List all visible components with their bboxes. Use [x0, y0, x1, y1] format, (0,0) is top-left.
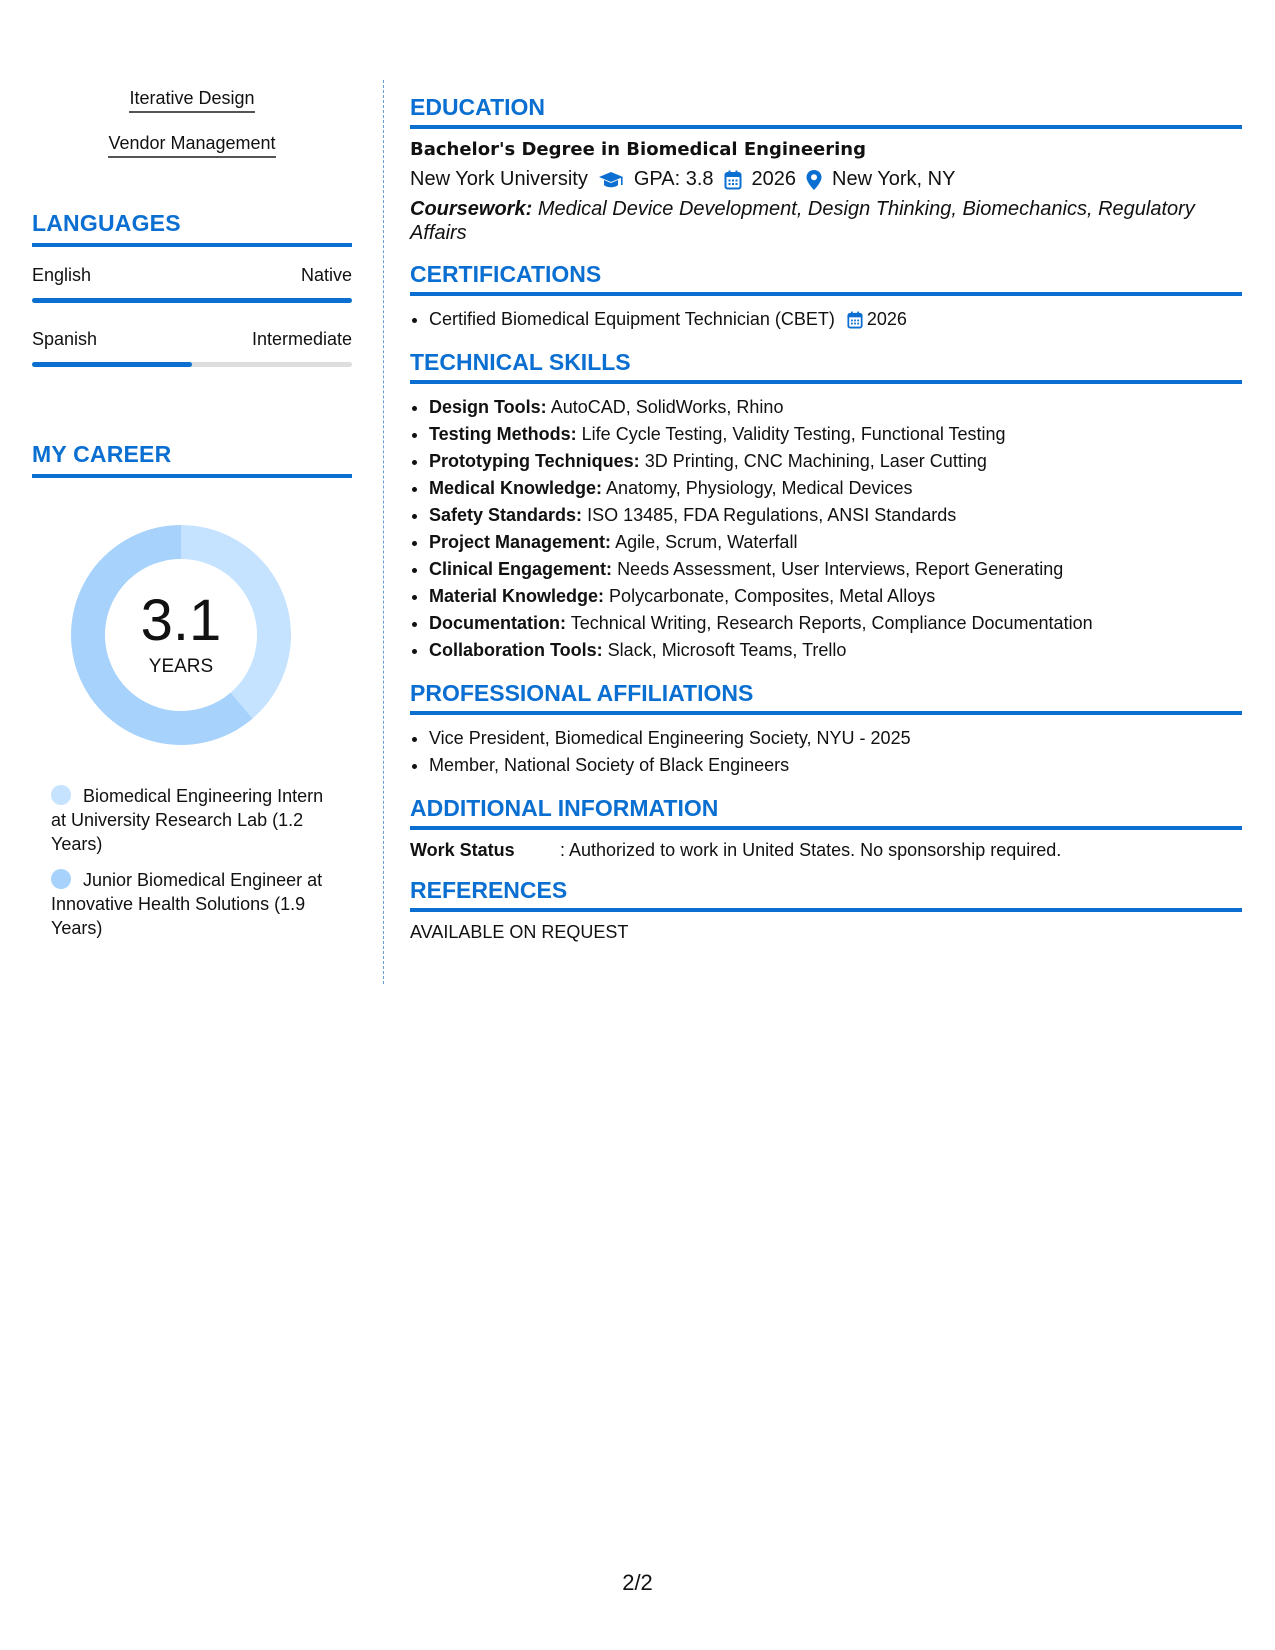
skill-value: Technical Writing, Research Reports, Compliance Documentation — [570, 613, 1093, 633]
career-total-value: 3.1 — [140, 588, 222, 653]
language-level: Native — [300, 265, 352, 285]
skill-tag: Vendor Management — [108, 133, 275, 158]
language-bar — [32, 362, 352, 367]
skill-value: Life Cycle Testing, Validity Testing, Functional Testing — [581, 424, 1006, 444]
language-bar-fill — [32, 362, 192, 367]
coursework — [410, 197, 1242, 245]
education-year: 2026 — [751, 168, 797, 190]
skill-label: Medical Knowledge: — [429, 478, 603, 498]
education-heading: EDUCATION — [410, 94, 1242, 129]
technical-skills-heading: TECHNICAL SKILLS — [410, 349, 1242, 384]
additional-info-heading: ADDITIONAL INFORMATION — [410, 795, 1242, 830]
skill-label: Project Management: — [429, 532, 612, 552]
affiliations-heading: PROFESSIONAL AFFILIATIONS — [410, 680, 1242, 715]
skill-item — [429, 556, 1242, 583]
skill-value: Anatomy, Physiology, Medical Devices — [606, 478, 913, 498]
coursework-label: Coursework: — [410, 198, 533, 220]
skill-value: Agile, Scrum, Waterfall — [615, 532, 798, 552]
certification-item — [429, 306, 1242, 333]
skill-value: Polycarbonate, Composites, Metal Alloys — [609, 586, 936, 606]
career-legend — [51, 784, 341, 940]
calendar-icon — [724, 170, 742, 190]
language-level: Intermediate — [251, 329, 352, 349]
certification-year: 2026 — [866, 309, 907, 329]
skill-item — [429, 529, 1242, 556]
legend-dot — [51, 785, 71, 805]
skill-label: Design Tools: — [429, 397, 547, 417]
skill-item — [429, 583, 1242, 610]
work-status-value: : Authorized to work in United States. No sponsorship required. — [560, 840, 1062, 860]
certifications-section — [410, 261, 1242, 333]
skill-value: Needs Assessment, User Interviews, Report Generating — [617, 559, 1064, 579]
skill-label: Material Knowledge: — [429, 586, 605, 606]
career-total-unit: YEARS — [148, 656, 214, 677]
skill-item — [429, 475, 1242, 502]
language-item — [32, 265, 352, 303]
coursework-text: Medical Device Development, Design Thinking, Biomechanics, Regulatory Affairs — [410, 198, 1195, 244]
right-column — [410, 94, 1242, 959]
language-bar — [32, 298, 352, 303]
skill-value: Slack, Microsoft Teams, Trello — [607, 640, 847, 660]
languages-heading: LANGUAGES — [32, 210, 352, 247]
affiliation-item: • Vice President, Biomedical Engineering Society, NYU - 2025 — [429, 725, 1242, 752]
skill-item — [429, 637, 1242, 664]
career-legend-text: Junior Biomedical Engineer at Innovative Health Solutions (1.9 Years) — [51, 870, 323, 938]
skill-label: Clinical Engagement: — [429, 559, 613, 579]
degree-title: Bachelor's Degree in Biomedical Engineering — [410, 139, 866, 160]
language-name: Spanish — [32, 329, 98, 349]
calendar-icon — [847, 311, 863, 329]
career-heading: MY CAREER — [32, 441, 352, 478]
references-text: AVAILABLE ON REQUEST — [410, 922, 629, 942]
work-status-label: Work Status — [410, 840, 515, 860]
skill-label: Testing Methods: — [429, 424, 577, 444]
career-legend-item — [51, 868, 341, 940]
additional-info-section — [410, 795, 1242, 861]
career-donut-chart — [66, 520, 296, 750]
skill-item — [429, 421, 1242, 448]
skill-value: AutoCAD, SolidWorks, Rhino — [550, 397, 784, 417]
school-name: New York University — [410, 168, 588, 190]
skill-label: Collaboration Tools: — [429, 640, 603, 660]
education-location: New York, NY — [832, 168, 956, 190]
career-legend-item — [51, 784, 341, 856]
skill-item — [429, 610, 1242, 637]
column-divider — [383, 80, 384, 984]
skill-tag: Iterative Design — [129, 88, 254, 113]
language-bar-fill — [32, 298, 352, 303]
skill-tag-list — [32, 80, 352, 170]
skill-label: Documentation: — [429, 613, 566, 633]
skill-item — [429, 448, 1242, 475]
skill-label: Prototyping Techniques: — [429, 451, 640, 471]
location-pin-icon — [806, 170, 822, 190]
legend-dot — [51, 869, 71, 889]
skill-item — [429, 502, 1242, 529]
education-section — [410, 94, 1242, 245]
certifications-heading: CERTIFICATIONS — [410, 261, 1242, 296]
affiliations-section — [410, 680, 1242, 779]
language-item — [32, 329, 352, 367]
technical-skills-section — [410, 349, 1242, 664]
career-legend-text: Biomedical Engineering Intern at University Research Lab (1.2 Years) — [51, 786, 324, 854]
affiliation-item: • Member, National Society of Black Engineers — [429, 752, 1242, 779]
references-section — [410, 877, 1242, 943]
certification-name: • Certified Biomedical Equipment Technician (CBET) — [429, 309, 835, 329]
skill-label: Safety Standards: — [429, 505, 583, 525]
skill-value: 3D Printing, CNC Machining, Laser Cutting — [644, 451, 987, 471]
gpa-text: GPA: 3.8 — [633, 168, 714, 190]
left-column — [32, 80, 352, 952]
page-number: 2/2 — [622, 1570, 653, 1595]
language-name: English — [32, 265, 92, 285]
references-heading: REFERENCES — [410, 877, 1242, 912]
skill-item — [429, 394, 1242, 421]
skill-value: ISO 13485, FDA Regulations, ANSI Standards — [587, 505, 957, 525]
graduation-cap-icon — [598, 170, 624, 190]
